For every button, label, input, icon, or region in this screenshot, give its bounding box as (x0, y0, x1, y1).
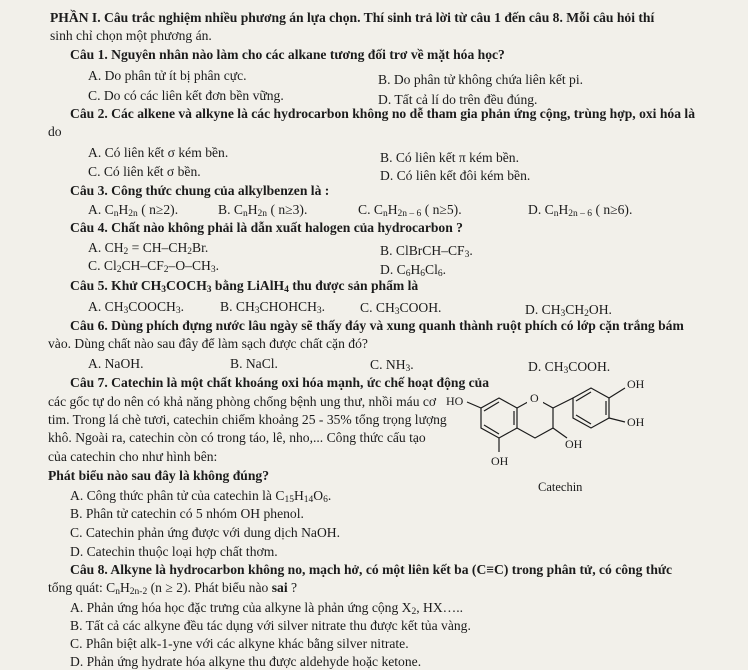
q4-stem-post: phải là dẫn xuất halogen của hydrocarbon ? (207, 220, 463, 235)
ho-label: HO (446, 394, 464, 408)
q3-b-c: C (233, 202, 243, 217)
q4-c-3s: 3 (210, 265, 216, 275)
q8-stem-text: Câu 8. Alkyne là hydrocarbon không no, mạch hở, có một liên kết ba (C≡C) trong phân tử, có công thức (70, 562, 673, 577)
q4-option-a (88, 240, 208, 256)
q1-option-c: C. Do có các liên kết đơn bền vững. (88, 88, 284, 103)
q5-b-label: B. (220, 299, 233, 314)
header-line-1: PHẦN I. Câu trắc nghiệm nhiều phương án lựa chọn. Thí sinh trả lời từ câu 1 đến câu 8. Mỗi câu hỏi thí (50, 10, 655, 25)
q5-option-a (88, 299, 184, 315)
q7-line-4: khô. Ngoài ra, catechin còn có trong táo, lê, nho,... Công thức cấu tạo (48, 430, 426, 445)
q5-option-c (360, 300, 441, 316)
q3-d-label: D. (528, 202, 542, 217)
q5-a-2: COOCH (128, 299, 176, 314)
q7-a-o: O (313, 488, 324, 503)
q2-option-d: D. Có liên kết đôi kém bền. (380, 168, 531, 183)
ring-oxygen-label: O (530, 391, 539, 405)
q3-b-h: H (247, 202, 258, 217)
q5-c-label: C. (360, 300, 373, 315)
q6-option-b: B. NaCl. (230, 356, 278, 371)
q3-a-h: H (118, 202, 129, 217)
q2-option-b: B. Có liên kết π kém bền. (380, 150, 520, 165)
q3-c-cond: ( n≥5). (424, 202, 462, 217)
q8-a-pre: A. Phản ứng hóa học đặc trưng của alkyne là phản ứng cộng X (70, 600, 412, 615)
q4-a-1s: 2 (123, 247, 129, 257)
q5-c-1s: 3 (394, 307, 400, 317)
q3-b-cond: ( n≥3). (270, 202, 308, 217)
q4-b-1: ClBrCH–CF (395, 243, 465, 258)
q4-b-2: . (469, 243, 473, 258)
q5-d-2: CH (565, 302, 585, 317)
oh-top-label: OH (627, 377, 645, 391)
q5-a-1s: 3 (123, 306, 129, 316)
q5-c-1: CH (375, 300, 395, 315)
q3-b-2n: 2n (257, 209, 268, 219)
q3-c-n: n (382, 209, 388, 219)
q4-d-1s: 6 (405, 269, 411, 279)
q4-c-1: Cl (103, 258, 117, 273)
q7-a-pre: A. Công thức phân tử của catechin là C (70, 488, 285, 503)
q5-stem-post: thu được sản phẩm là (288, 278, 419, 293)
q5-stem-pre: Câu 5. Khử CH (70, 278, 162, 293)
q6-option-a: A. NaOH. (88, 356, 144, 371)
q2-option-c: C. Có liên kết σ bền. (88, 164, 201, 179)
q3-c-c: C (373, 202, 383, 217)
q8-option-a (70, 600, 463, 616)
q4-c-2: CH–CF (121, 258, 164, 273)
q5-d-1: CH (541, 302, 561, 317)
q3-a-2n: 2n (128, 209, 138, 219)
q5-s2: 3 (206, 285, 212, 295)
q8-option-b: B. Tất cả các alkyne đều tác dụng với silver nitrate thu được kết tủa vàng. (70, 618, 471, 633)
q5-option-b (220, 299, 325, 315)
q5-s1: 3 (161, 285, 166, 295)
q5-s3: 4 (284, 285, 289, 295)
q8-l2-n: n (115, 587, 120, 597)
q3-option-c (358, 202, 462, 218)
q5-b-2s: 3 (316, 306, 322, 316)
q8-stem (70, 562, 672, 578)
q3-a-label: A. (88, 202, 102, 217)
q7-option-b: B. Phân tử catechin có 5 nhóm OH phenol. (70, 506, 304, 521)
oh-bottom-label: OH (491, 454, 509, 468)
q4-d-2s: 6 (420, 269, 426, 279)
q8-l2-post: ? (291, 580, 298, 595)
double-bond-b1 (576, 392, 591, 401)
q7-line-2: các gốc tự do nên có khả năng phòng chống bệnh ung thư, nhồi máu cơ (48, 394, 437, 409)
q8-l2-s: 2n-2 (129, 587, 148, 597)
q6-d-label: D. (528, 359, 542, 374)
aromatic-ring-b (573, 388, 609, 428)
q4-a-3: Br. (192, 240, 209, 255)
q7-a-s3: 6 (323, 495, 328, 505)
q4-c-1s: 2 (116, 265, 122, 275)
q4-stem (70, 220, 463, 236)
q5-stem-mid: COCH (166, 278, 207, 293)
q4-option-b (380, 243, 473, 259)
q2-stem (70, 106, 695, 122)
q4-c-label: C. (88, 258, 101, 273)
q7-a-s2: 14 (303, 495, 314, 505)
q4-stem-pre: Câu 4. Chất nào (70, 220, 165, 235)
q4-d-3: Cl (425, 262, 438, 277)
q5-b-1: CH (235, 299, 255, 314)
q4-option-d (380, 262, 446, 278)
q5-option-d (525, 302, 612, 318)
q7-option-c: C. Catechin phản ứng được với dung dịch NaOH. (70, 525, 340, 540)
double-bond-a3 (484, 425, 499, 434)
q6-stem-2: vào. Dùng chất nào sau đây để làm sạch được chất cặn đó? (48, 336, 368, 351)
q4-c-3: –O–CH (168, 258, 211, 273)
q4-a-2: = CH–CH (128, 240, 188, 255)
double-bond-a1 (484, 402, 499, 411)
ho-bond (467, 402, 481, 408)
aromatic-ring-a (481, 398, 517, 438)
q6-option-c (370, 357, 414, 373)
q3-d-n: n (553, 209, 559, 219)
q5-stem-mid2: bằng LiAlH (211, 278, 285, 293)
link-bond (553, 398, 573, 408)
q3-a-n: n (113, 209, 119, 219)
q2-stem-text: Câu 2. Các alkene và alkyne là các hydrocarbon không no dễ tham gia phản ứng cộng, trùng hợp, oxi hóa là (70, 106, 695, 121)
q1-option-b: B. Do phân tử không chứa liên kết pi. (378, 72, 584, 87)
q7-a-s1: 15 (284, 495, 294, 505)
q7-line-5: của catechin cho như hình bên: (48, 449, 218, 464)
q3-option-b (218, 202, 307, 218)
q5-d-3: OH. (588, 302, 612, 317)
q6-c-1s: 3 (405, 364, 411, 374)
q7-a-post: . (327, 488, 332, 503)
oh-right-bond (609, 418, 625, 422)
q5-stem (70, 278, 418, 294)
q1-option-a: A. Do phân tử ít bị phân cực. (88, 68, 247, 83)
q4-b-label: B. (380, 243, 393, 258)
q5-b-2: CHOHCH (259, 299, 317, 314)
q5-d-label: D. (525, 302, 539, 317)
q6-c-2: . (410, 357, 414, 372)
q3-d-2n: 2n – 6 (568, 209, 593, 219)
q4-c-2s: 2 (163, 265, 169, 275)
q6-d-1s: 3 (563, 366, 569, 376)
q3-stem (70, 183, 329, 199)
q5-d-2s: 2 (584, 309, 589, 319)
q8-a-post: , HX….. (416, 600, 464, 615)
q5-a-3: . (180, 299, 185, 314)
q8-l2-mid: (n ≥ 2). Phát biểu nào (147, 580, 269, 595)
q3-d-c: C (544, 202, 554, 217)
q7-stem-text: Câu 7. Catechin là một chất khoáng oxi hóa mạnh, ức chế hoạt động của (70, 375, 490, 390)
q3-c-label: C. (358, 202, 371, 217)
q3-a-c: C (104, 202, 114, 217)
oh-mid-label: OH (565, 437, 583, 451)
q3-b-label: B. (218, 202, 231, 217)
q3-c-2n: 2n – 6 (397, 209, 422, 219)
q7-question-pre: Phát biểu nào sau đây là (48, 468, 190, 483)
q3-c-h: H (387, 202, 398, 217)
oh-top-bond (609, 388, 625, 398)
q5-d-1s: 3 (560, 309, 566, 319)
q2-stem-2: do (48, 124, 62, 139)
q4-d-label: D. (380, 262, 394, 277)
double-bond-b3 (576, 415, 591, 424)
q4-c-4: . (215, 258, 219, 273)
q3-option-a (88, 202, 178, 218)
q2-option-a: A. Có liên kết σ kém bền. (88, 145, 229, 160)
q8-option-d: D. Phản ứng hydrate hóa alkyne thu được aldehyde hoặc ketone. (70, 654, 422, 669)
q8-line-2 (48, 580, 297, 596)
q6-c-label: C. (370, 357, 383, 372)
q8-l2-h: H (119, 580, 130, 595)
q8-option-c: C. Phân biệt alk-1-yne với các alkyne khác bằng silver nitrate. (70, 636, 409, 651)
q8-l2-bold: sai (271, 580, 288, 595)
q7-a-h: H (293, 488, 304, 503)
q4-stem-bold: không (167, 220, 205, 235)
q6-stem-text: Câu 6. Dùng phích đựng nước lâu ngày sẽ thấy đáy và xung quanh thành ruột phích có lớp cặn trắng bám (70, 318, 684, 333)
q7-question (48, 468, 269, 484)
q5-b-1s: 3 (254, 306, 260, 316)
q5-b-3: . (321, 299, 326, 314)
q3-a-cond: ( n≥2). (141, 202, 179, 217)
figure-caption: Catechin (538, 480, 583, 494)
q5-a-1: CH (104, 299, 124, 314)
q1-stem-text: Câu 1. Nguyên nhân nào làm cho các alkane tương đối trơ về mặt hóa học? (70, 47, 505, 62)
q4-d-1: C (396, 262, 406, 277)
oh-right-label: OH (627, 415, 645, 429)
q7-stem (70, 375, 489, 391)
q8-a-s: 2 (411, 607, 417, 617)
q3-stem-text: Câu 3. Công thức chung của alkylbenzen là : (70, 183, 330, 198)
q5-a-label: A. (88, 299, 102, 314)
q5-a-2s: 3 (175, 306, 181, 316)
q7-question-post: đúng? (232, 468, 270, 483)
q7-line-3: tim. Trong lá chè tươi, catechin chiếm khoảng 25 - 35% tổng trọng lượng (48, 412, 447, 427)
q4-a-2s: 2 (187, 247, 193, 257)
q4-b-1s: 3 (464, 250, 470, 260)
q6-d-2: COOH. (568, 359, 611, 374)
q4-a-1: CH (104, 240, 124, 255)
q1-option-d: D. Tất cả lí do trên đều đúng. (378, 92, 538, 107)
q3-d-h: H (558, 202, 569, 217)
q7-option-a (70, 488, 331, 504)
q3-option-d (528, 202, 632, 218)
q4-d-3s: 6 (437, 269, 443, 279)
q3-d-cond: ( n≥6). (595, 202, 633, 217)
q3-b-n: n (242, 209, 248, 219)
section-header (50, 10, 654, 26)
q1-stem (70, 47, 505, 63)
q7-question-bold: không (193, 468, 230, 483)
q6-c-1: NH (385, 357, 406, 372)
q4-d-2: H (410, 262, 421, 277)
q6-stem (70, 318, 684, 334)
catechin-structure-figure (446, 372, 685, 492)
q4-d-4: . (442, 262, 447, 277)
q4-option-c (88, 258, 219, 274)
header-line-2: sinh chỉ chọn một phương án. (50, 28, 212, 43)
q4-a-label: A. (88, 240, 102, 255)
q8-l2-pre: tổng quát: C (48, 580, 116, 595)
q5-c-2: COOH. (399, 300, 442, 315)
q7-option-d: D. Catechin thuộc loại hợp chất thơm. (70, 544, 278, 559)
q6-d-1: CH (544, 359, 564, 374)
